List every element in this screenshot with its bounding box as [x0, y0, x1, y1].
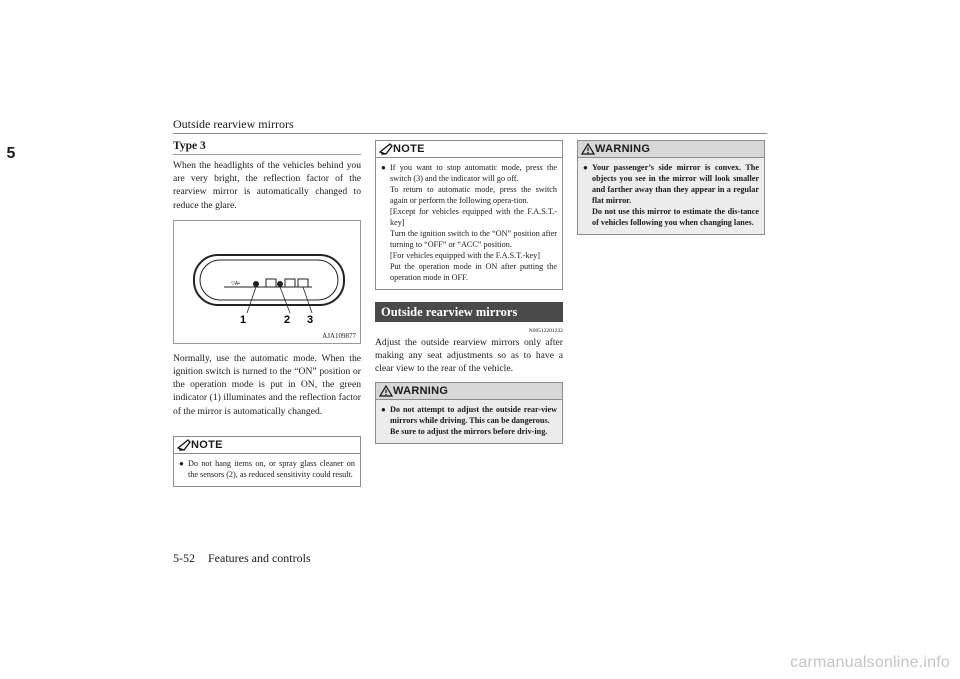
- section-label-type3: Type 3: [173, 140, 361, 155]
- svg-text:▽A•: ▽A•: [231, 280, 240, 287]
- column-2: [375, 140, 563, 444]
- figure-id: AJA109877: [322, 331, 356, 340]
- callout-1: 1: [240, 313, 247, 326]
- note-header: [376, 141, 562, 158]
- note-title: NOTE: [191, 438, 223, 451]
- bullet-icon: ●: [381, 404, 386, 414]
- column-3: [577, 140, 765, 235]
- warning-text: Your passenger’s side mirror is convex. The objects you see in the mirror will look smaller and farther away than they appear in a regular flat mirror. Do not use this mirror to estimate the dis-tance of vehicles following you when changing lanes.: [592, 163, 759, 227]
- note-text: If you want to stop automatic mode, press the switch (3) and the indicator will go off. To return to automatic mode, press the switch again or perform the following opera-tion. [Except for vehicles equipped with the F.A.S.T.-key] Turn the ignition switch to the “ON” position after turning to “OFF” or “ACC” position. [For vehicles equipped with the F.A.S.T.-key] Put the operation mode in ON after putting the operation mode in OFF.: [390, 163, 557, 282]
- column-1: [173, 140, 361, 487]
- warning-header: [376, 383, 562, 400]
- mirror-figure: [173, 220, 361, 344]
- note-pencil-icon: [177, 439, 191, 451]
- note-pencil-icon: [379, 143, 393, 155]
- bullet-icon: ●: [583, 163, 588, 172]
- page-number: 5-52: [173, 551, 195, 565]
- note-header: [174, 437, 360, 454]
- callout-3: 3: [307, 313, 314, 326]
- note-title: NOTE: [393, 143, 425, 155]
- paragraph-glare: When the headlights of the vehicles behind you are very bright, the reflection factor of the rearview mirror is automatically changed to reduce the glare.: [173, 160, 361, 211]
- warning-box-convex: [577, 140, 765, 235]
- note-body: [376, 158, 562, 289]
- note-box-sensors: [173, 436, 361, 487]
- section-heading-outside-mirrors: Outside rearview mirrors: [375, 302, 563, 322]
- callout-2: 2: [284, 313, 291, 326]
- paragraph-automatic-mode: Normally, use the automatic mode. When the ignition switch is turned to the “ON” position or the operation mode is put in ON, the green indicator (1) illuminates and the reflection factor of the mirror is automatically changed.: [173, 352, 361, 417]
- warning-title: WARNING: [393, 384, 449, 397]
- watermark: carmanualsonline.info: [790, 654, 950, 671]
- note-text: Do not hang items on, or spray glass cleaner on the sensors (2), as reduced sensitivity could result.: [188, 458, 355, 479]
- warning-triangle-icon: [379, 385, 393, 397]
- warning-triangle-icon: [581, 143, 595, 155]
- warning-box-adjust: [375, 382, 563, 444]
- page-footer: [173, 551, 321, 566]
- bullet-icon: ●: [381, 163, 386, 172]
- warning-title: WARNING: [595, 143, 651, 155]
- warning-body: [376, 400, 562, 443]
- warning-header: [578, 141, 764, 158]
- note-bullet: [381, 162, 557, 283]
- chapter-tab: 5: [0, 140, 22, 168]
- page-header-title: Outside rearview mirrors: [173, 117, 294, 131]
- note-body: [174, 454, 360, 486]
- footer-section: Features and controls: [208, 551, 311, 565]
- paragraph-adjust-mirrors: Adjust the outside rearview mirrors only after making any seat adjustments so as to have a clear view to the rear of the vehicle.: [375, 337, 563, 375]
- note-box-stop-auto: [375, 140, 563, 290]
- bullet-icon: ●: [179, 458, 184, 468]
- header-rule: [173, 133, 767, 134]
- note-bullet: [179, 458, 355, 480]
- rearview-mirror-illustration: [174, 221, 362, 343]
- warning-body: [578, 158, 764, 234]
- warning-bullet: [583, 162, 759, 228]
- warning-text: Do not attempt to adjust the outside rear-view mirrors while driving. This can be dangerous. Be sure to adjust the mirrors before driv-ing.: [390, 404, 557, 436]
- doc-id: N00512201232: [528, 328, 563, 334]
- warning-bullet: [381, 404, 557, 437]
